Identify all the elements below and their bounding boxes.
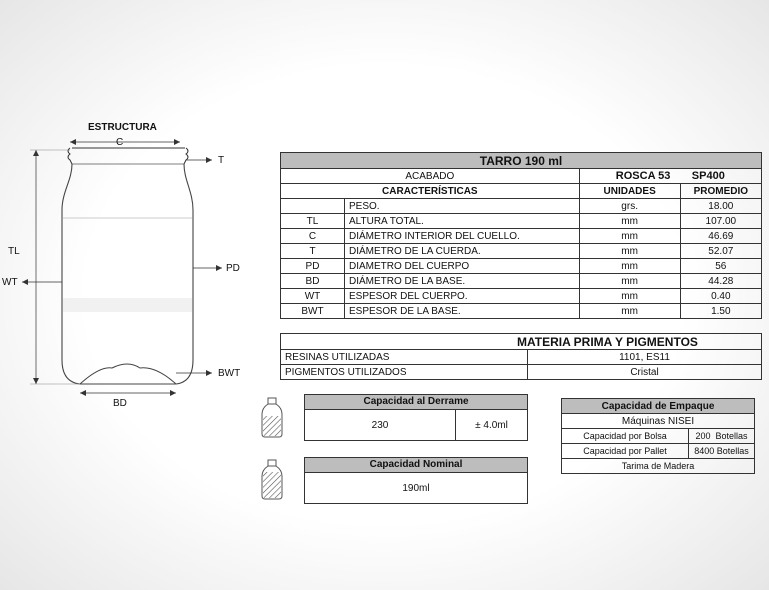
row-unit: mm [579, 304, 680, 319]
pallet-value: 8400 Botellas [689, 444, 755, 459]
table-row [281, 244, 762, 259]
derrame-value: 230 [305, 410, 456, 440]
table-row [281, 289, 762, 304]
row-code: T [281, 244, 345, 259]
row-value: 107.00 [680, 214, 761, 229]
table-row [281, 199, 762, 214]
label-bd: BD [113, 398, 127, 409]
row-unit: mm [579, 214, 680, 229]
table-row [281, 304, 762, 319]
row-name: DIÁMETRO INTERIOR DEL CUELLO. [345, 229, 580, 244]
row-code: BWT [281, 304, 345, 319]
nominal-value: 190ml [402, 482, 430, 494]
row-code: BD [281, 274, 345, 289]
nominal-title: Capacidad Nominal [305, 458, 527, 473]
derrame-box [304, 394, 528, 441]
row-unit: mm [579, 259, 680, 274]
table-row [281, 229, 762, 244]
materia-table [280, 333, 762, 380]
row-value: 1.50 [680, 304, 761, 319]
table-row [281, 274, 762, 289]
diagram-title: ESTRUCTURA [88, 122, 157, 133]
row-name: ALTURA TOTAL. [345, 214, 580, 229]
row-code: PD [281, 259, 345, 274]
bottle-icon [258, 396, 286, 440]
row-name: DIÁMETRO DE LA CUERDA. [345, 244, 580, 259]
acabado-value: ROSCA 53 SP400 [579, 169, 761, 184]
derrame-title: Capacidad al Derrame [305, 395, 527, 410]
bolsa-label: Capacidad por Bolsa [562, 429, 689, 444]
empaque-title: Capacidad de Empaque [562, 399, 755, 414]
derrame-tolerance: ± 4.0ml [475, 419, 508, 431]
row-value: 44.28 [680, 274, 761, 289]
row-code: TL [281, 214, 345, 229]
resinas-value: 1101, ES11 [528, 350, 762, 365]
label-tl: TL [8, 246, 20, 257]
table-row [281, 259, 762, 274]
row-unit: grs. [579, 199, 680, 214]
row-value: 52.07 [680, 244, 761, 259]
row-unit: mm [579, 289, 680, 304]
empaque-machine: Máquinas NISEI [562, 414, 755, 429]
resinas-label: RESINAS UTILIZADAS [281, 350, 528, 365]
spec-title: TARRO 190 ml [281, 153, 762, 169]
row-code [281, 199, 345, 214]
nominal-box [304, 457, 528, 504]
row-unit: mm [579, 274, 680, 289]
pigmentos-label: PIGMENTOS UTILIZADOS [281, 365, 528, 380]
row-name: DIAMETRO DEL CUERPO [345, 259, 580, 274]
label-wt: WT [2, 277, 18, 288]
col-promedio: PROMEDIO [680, 184, 761, 199]
label-c: C [116, 137, 124, 148]
row-value: 46.69 [680, 229, 761, 244]
bolsa-value: 200 Botellas [689, 429, 755, 444]
row-name: ESPESOR DEL CUERPO. [345, 289, 580, 304]
label-t: T [218, 155, 225, 166]
label-bwt: BWT [218, 368, 241, 379]
row-value: 18.00 [680, 199, 761, 214]
table-row [281, 214, 762, 229]
row-value: 0.40 [680, 289, 761, 304]
materia-title: MATERIA PRIMA Y PIGMENTOS [281, 334, 762, 350]
empaque-table [561, 398, 755, 474]
row-unit: mm [579, 244, 680, 259]
spec-table [280, 152, 762, 319]
label-pd: PD [226, 263, 240, 274]
row-code: WT [281, 289, 345, 304]
tarima: Tarima de Madera [562, 459, 755, 474]
row-name: PESO. [345, 199, 580, 214]
col-unidades: UNIDADES [579, 184, 680, 199]
col-caracteristicas: CARACTERÍSTICAS [281, 184, 580, 199]
pigmentos-value: Cristal [528, 365, 762, 380]
row-code: C [281, 229, 345, 244]
row-name: DIÁMETRO DE LA BASE. [345, 274, 580, 289]
row-name: ESPESOR DE LA BASE. [345, 304, 580, 319]
row-unit: mm [579, 229, 680, 244]
pallet-label: Capacidad por Pallet [562, 444, 689, 459]
bottle-icon [258, 458, 286, 502]
row-value: 56 [680, 259, 761, 274]
acabado-label: ACABADO [281, 169, 580, 184]
